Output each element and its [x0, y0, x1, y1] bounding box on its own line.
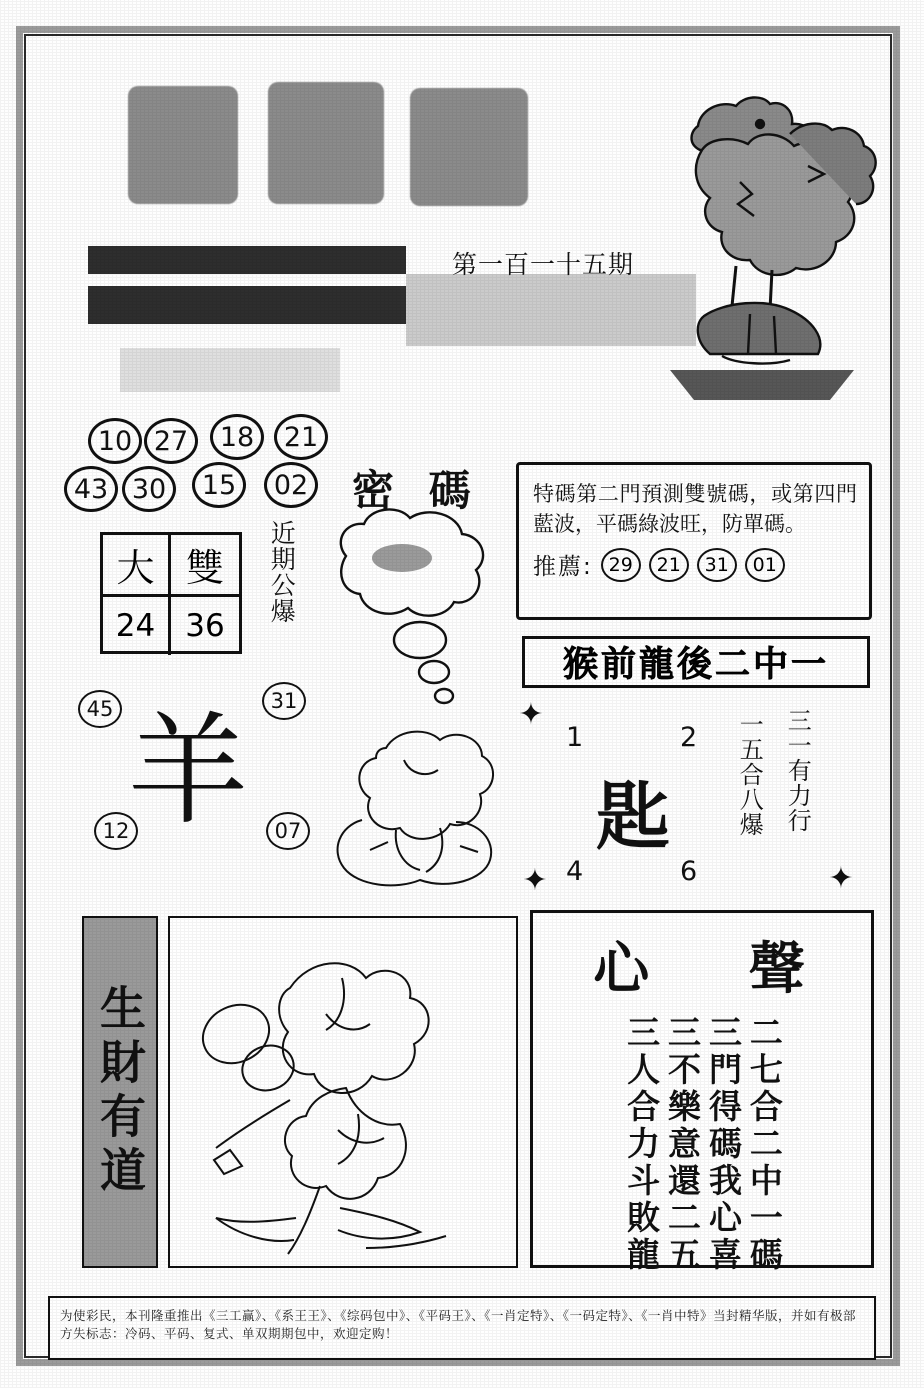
left-panel-text: 生財有道 — [93, 984, 147, 1200]
vase-illustration — [300, 700, 530, 900]
table-cell-text-1: 雙 — [185, 546, 224, 590]
masthead-gray-band-2 — [120, 348, 340, 392]
ball-row1-2: 18 — [210, 414, 264, 460]
masthead-logo — [110, 78, 580, 218]
mima-title: 密 碼 — [352, 466, 481, 515]
ball-07: 07 — [266, 812, 310, 850]
rooster-illustration — [640, 70, 884, 410]
left-panel — [82, 916, 158, 1268]
table-cell-0 — [103, 535, 171, 597]
recent-note: 近期公爆 — [267, 520, 297, 624]
banner-text: 猴前龍後二中一 — [562, 645, 829, 685]
issue-number: 第一百一十五期 — [452, 250, 635, 279]
recommend-label: 推薦: — [533, 554, 593, 581]
prediction-text: 特碼第二門預測雙號碼，或第四門藍波，平碼綠波旺，防單碼。 — [533, 482, 857, 537]
star-icon-top-left: ✦ — [518, 697, 544, 732]
ball-row1-1: 27 — [144, 418, 198, 464]
banner-box — [522, 636, 870, 688]
flower-illustration-panel — [168, 916, 518, 1268]
prediction-table — [100, 532, 242, 654]
right-panel — [530, 910, 874, 1274]
ball-row1-3: 21 — [274, 414, 328, 460]
table-cell-text-0: 大 — [116, 546, 155, 590]
recommend-row — [533, 548, 857, 582]
brush-character: 羊 — [128, 702, 248, 841]
thought-bubble — [316, 500, 506, 730]
table-cell-text-2: 24 — [115, 608, 156, 644]
table-cell-3 — [171, 597, 239, 655]
prediction-box — [516, 462, 872, 620]
ball-row2-2: 15 — [192, 462, 246, 508]
key-number-top-left: 1 — [566, 722, 584, 753]
key-number-top-right: 2 — [680, 722, 698, 753]
recommend-ball-3: 01 — [745, 548, 785, 582]
ball-row2-0: 43 — [64, 466, 118, 512]
ball-31: 31 — [262, 682, 306, 720]
table-cell-1 — [171, 535, 239, 597]
key-number-bottom-right: 6 — [680, 856, 698, 887]
ball-row1-0: 10 — [88, 418, 142, 464]
recommend-ball-2: 31 — [697, 548, 737, 582]
key-number-bottom-left: 4 — [566, 856, 584, 887]
key-big-character: 匙 — [596, 774, 670, 860]
poem-column-2: 三不樂意還二五 — [663, 1015, 702, 1274]
right-panel-title: 心 聲 — [593, 937, 845, 1002]
footer-notice — [48, 1296, 876, 1360]
ball-row2-1: 30 — [122, 466, 176, 512]
poem-block — [539, 1015, 865, 1274]
key-vertical-text-1: 一五合八爆 — [735, 712, 764, 837]
masthead-char-1 — [128, 86, 238, 204]
poem-column-1: 三門得碼我心喜 — [703, 1015, 743, 1274]
masthead-bar-1 — [88, 246, 406, 274]
star-icon-bottom-left: ✦ — [522, 863, 548, 898]
star-icon-bottom-right: ✦ — [828, 861, 854, 896]
poem-column-3: 三人合力斗敗龍 — [622, 1015, 662, 1274]
masthead-char-3 — [410, 88, 528, 206]
masthead-char-2 — [268, 82, 384, 204]
footer-text: 为使彩民，本刊隆重推出《三工赢》、《系王王》、《综码包中》、《平码王》、《一肖定特》、《一码定特》、《一肖中特》当封精华版，并如有极部方失标志：冷码、平码、复式、单双期期包中，欢迎定购！ — [60, 1308, 857, 1341]
recommend-ball-1: 21 — [649, 548, 689, 582]
table-cell-2 — [103, 597, 171, 655]
ball-12: 12 — [94, 812, 138, 850]
ball-45: 45 — [78, 690, 122, 728]
key-vertical-text-2: 三一有力行 — [783, 708, 812, 833]
poem-column-0: 二七合二中一碼 — [744, 1015, 784, 1274]
ball-row2-3: 02 — [264, 462, 318, 508]
masthead-bar-2 — [88, 286, 406, 324]
table-cell-text-3: 36 — [185, 608, 225, 644]
recommend-ball-0: 29 — [601, 548, 641, 582]
